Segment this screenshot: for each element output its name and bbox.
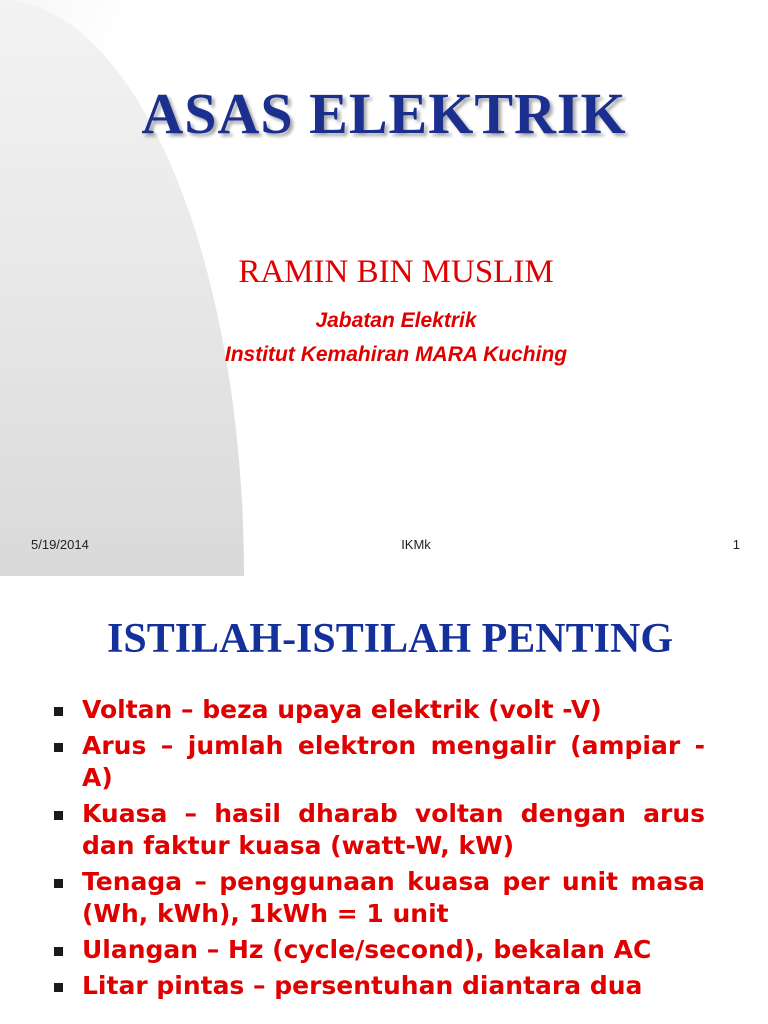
- bullet-text: Kuasa – hasil dharab voltan dengan arus dan faktur kuasa (watt-W, kW): [82, 799, 705, 860]
- bullet-square-icon: [54, 879, 63, 888]
- bullet-square-icon: [54, 947, 63, 956]
- bullet-square-icon: [54, 811, 63, 820]
- list-item: [50, 934, 705, 966]
- footer-org: IKMk: [401, 537, 431, 552]
- list-item: [50, 694, 705, 726]
- list-item: [50, 866, 705, 930]
- bullet-square-icon: [54, 707, 63, 716]
- bullet-text: Voltan – beza upaya elektrik (volt -V): [82, 695, 602, 724]
- bullet-text: Ulangan – Hz (cycle/second), bekalan AC: [82, 935, 652, 964]
- slide-2: [0, 586, 768, 1024]
- bullet-text: Tenaga – penggunaan kuasa per unit masa (Wh, kWh), 1kWh = 1 unit: [82, 867, 705, 928]
- bullet-text: Arus – jumlah elektron mengalir (ampiar - A): [82, 731, 705, 792]
- slide-title: ASAS ELEKTRIK: [141, 81, 627, 146]
- institute-name: Institut Kemahiran MARA Kuching: [224, 343, 568, 366]
- bullet-text: Litar pintas – persentuhan diantara dua: [82, 971, 643, 1000]
- author-name: RAMIN BIN MUSLIM: [238, 254, 554, 290]
- footer-date: 5/19/2014: [31, 537, 89, 552]
- slide-title: ISTILAH-ISTILAH PENTING: [107, 616, 673, 662]
- department-name: Jabatan Elektrik: [315, 309, 477, 332]
- list-item: [50, 970, 705, 1002]
- list-item: [50, 798, 705, 862]
- footer-page-number: 1: [732, 537, 740, 552]
- bullet-list: [50, 694, 705, 1006]
- slide-divider: [0, 576, 768, 586]
- list-item: [50, 730, 705, 794]
- bullet-square-icon: [54, 983, 63, 992]
- bullet-square-icon: [54, 743, 63, 752]
